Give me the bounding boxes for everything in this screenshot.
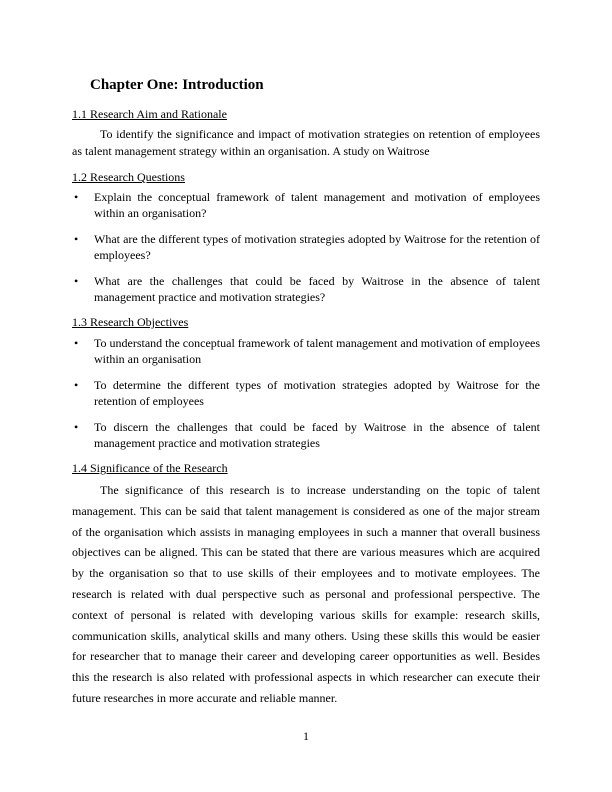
- research-objectives-list: [72, 335, 540, 461]
- bullet-icon: •: [74, 378, 79, 392]
- page-number: 1: [303, 729, 309, 743]
- bullet-icon: •: [74, 420, 79, 434]
- list-item-text: To understand the conceptual framework of talent management and motivation of employees within an organisation: [94, 336, 541, 366]
- list-item-text: To determine the different types of motivation strategies adopted by Waitrose for the retention of employees: [94, 378, 540, 408]
- list-item: [72, 189, 540, 221]
- chapter-title: Chapter One: Introduction: [90, 77, 264, 93]
- list-item: [72, 419, 540, 451]
- section-heading-significance: 1.4 Significance of the Research: [72, 461, 228, 475]
- bullet-icon: •: [74, 274, 79, 288]
- significance-paragraph: The significance of this research is to increase understanding on the topic of talent management. This can be said that talent management is considered as one of the major stream of the organisation which assists in managing employees in such a manner that overall business objectives can be aligned. This can be stated that there are various measures which are acquired by the organisation so that to use skills of their employees and to motivate employees. The research is related with dual perspective such as personal and professional perspective. The context of personal is related with developing various skills for example: research skills, communication skills, analytical skills and many others. Using these skills this would be easier for researcher that to manage their career and developing career opportunities as well. Besides this the research is also related with professional aspects in which researcher can execute their future researches in more accurate and reliable manner.: [72, 483, 540, 705]
- bullet-icon: •: [74, 190, 79, 204]
- bullet-icon: •: [74, 336, 79, 350]
- list-item-text: What are the different types of motivation strategies adopted by Waitrose for the retention of employees?: [94, 232, 540, 262]
- list-item: [72, 273, 540, 305]
- list-item-text: What are the challenges that could be faced by Waitrose in the absence of talent management practice and motivation strategies?: [94, 274, 540, 304]
- list-item: [72, 231, 540, 263]
- section-heading-research-objectives: 1.3 Research Objectives: [72, 315, 189, 329]
- bullet-icon: •: [74, 232, 79, 246]
- list-item: [72, 335, 540, 367]
- list-item: [72, 377, 540, 409]
- list-item-text: To discern the challenges that could be faced by Waitrose in the absence of talent management practice and motivation strategies: [94, 420, 540, 450]
- research-questions-list: [72, 189, 540, 315]
- section-heading-research-questions: 1.2 Research Questions: [72, 170, 185, 184]
- list-item-text: Explain the conceptual framework of talent management and motivation of employees within an organisation?: [94, 190, 540, 220]
- section-heading-research-aim: 1.1 Research Aim and Rationale: [72, 107, 227, 121]
- research-aim-paragraph: To identify the significance and impact of motivation strategies on retention of employees as talent management strategy within an organisation. A study on Waitrose: [72, 127, 540, 158]
